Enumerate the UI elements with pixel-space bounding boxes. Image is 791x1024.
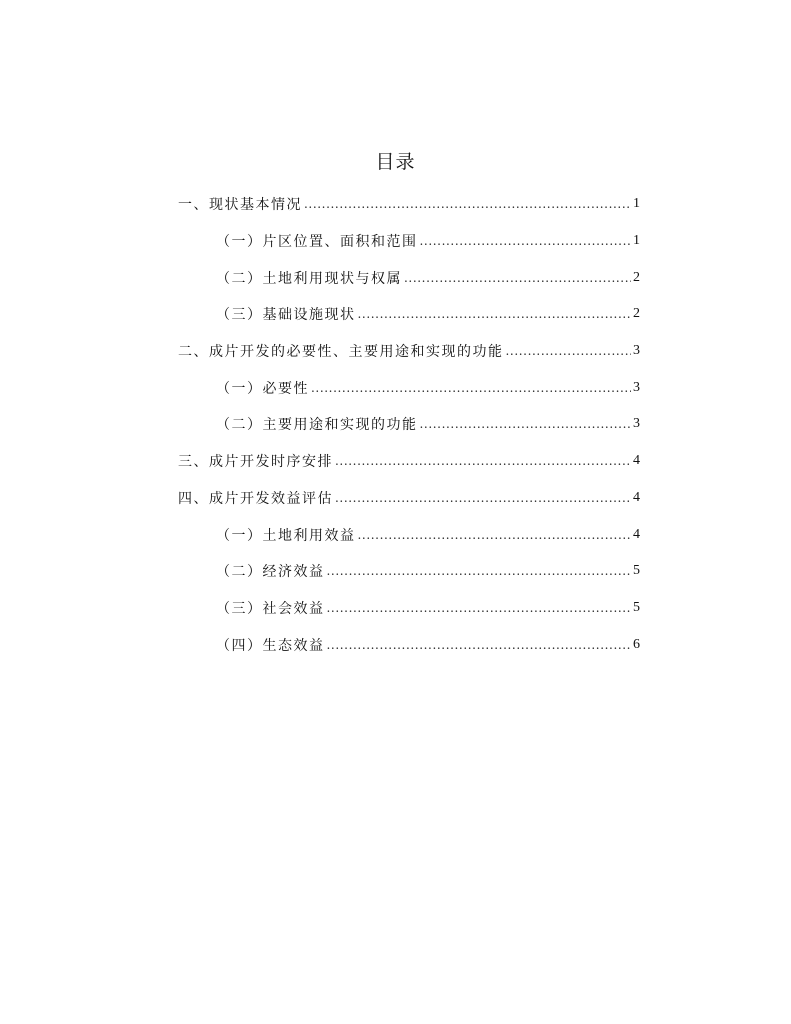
toc-entry-text: （三）社会效益: [216, 600, 325, 617]
toc-entry-text: （一）土地利用效益: [216, 527, 356, 544]
toc-entry[interactable]: [178, 369, 640, 406]
toc-page-number: 5: [633, 563, 640, 579]
toc-leader-dots: [358, 307, 632, 321]
toc-entry[interactable]: [178, 553, 640, 590]
toc-page-number: 3: [633, 416, 640, 432]
toc-entry[interactable]: [178, 480, 640, 517]
toc-entry-text: 四、成片开发效益评估: [178, 490, 333, 507]
toc-page-number: 3: [633, 379, 640, 395]
toc-leader-dots: [420, 417, 632, 431]
toc-entry[interactable]: [178, 259, 640, 296]
toc-page-number: 2: [633, 269, 640, 285]
toc-entry[interactable]: [178, 296, 640, 333]
toc-entry[interactable]: [178, 516, 640, 553]
toc-entry-text: （一）必要性: [216, 380, 309, 397]
table-of-contents: [178, 186, 640, 663]
toc-leader-dots: [327, 638, 632, 652]
toc-leader-dots: [506, 344, 632, 358]
toc-leader-dots: [358, 528, 632, 542]
toc-entry-text: （三）基础设施现状: [216, 307, 356, 324]
toc-entry[interactable]: [178, 223, 640, 260]
toc-leader-dots: [420, 234, 632, 248]
toc-entry-text: （二）主要用途和实现的功能: [216, 417, 418, 434]
toc-entry-text: （二）经济效益: [216, 564, 325, 581]
toc-leader-dots: [327, 601, 632, 615]
toc-page-number: 1: [633, 196, 640, 212]
toc-entry-text: 三、成片开发时序安排: [178, 454, 333, 471]
toc-page-number: 4: [633, 453, 640, 469]
toc-entry[interactable]: [178, 443, 640, 480]
toc-page-number: 4: [633, 489, 640, 505]
toc-page-number: 1: [633, 233, 640, 249]
toc-leader-dots: [311, 381, 631, 395]
toc-leader-dots: [327, 564, 632, 578]
toc-page-number: 6: [633, 636, 640, 652]
toc-entry[interactable]: [178, 590, 640, 627]
toc-entry[interactable]: [178, 626, 640, 663]
toc-page-number: 5: [633, 599, 640, 615]
toc-entry-text: 二、成片开发的必要性、主要用途和实现的功能: [178, 344, 504, 361]
toc-leader-dots: [335, 491, 631, 505]
toc-title: 目录: [375, 151, 416, 173]
toc-leader-dots: [335, 454, 631, 468]
toc-entry[interactable]: [178, 406, 640, 443]
toc-page-number: 3: [633, 343, 640, 359]
toc-entry-text: （二）土地利用现状与权属: [216, 270, 402, 287]
toc-leader-dots: [404, 271, 631, 285]
toc-leader-dots: [304, 197, 631, 211]
toc-entry-text: （一）片区位置、面积和范围: [216, 234, 418, 251]
toc-page-number: 4: [633, 526, 640, 542]
toc-entry-text: 一、现状基本情况: [178, 197, 302, 214]
toc-page-number: 2: [633, 306, 640, 322]
toc-entry[interactable]: [178, 186, 640, 223]
toc-entry[interactable]: [178, 333, 640, 370]
toc-entry-text: （四）生态效益: [216, 637, 325, 654]
